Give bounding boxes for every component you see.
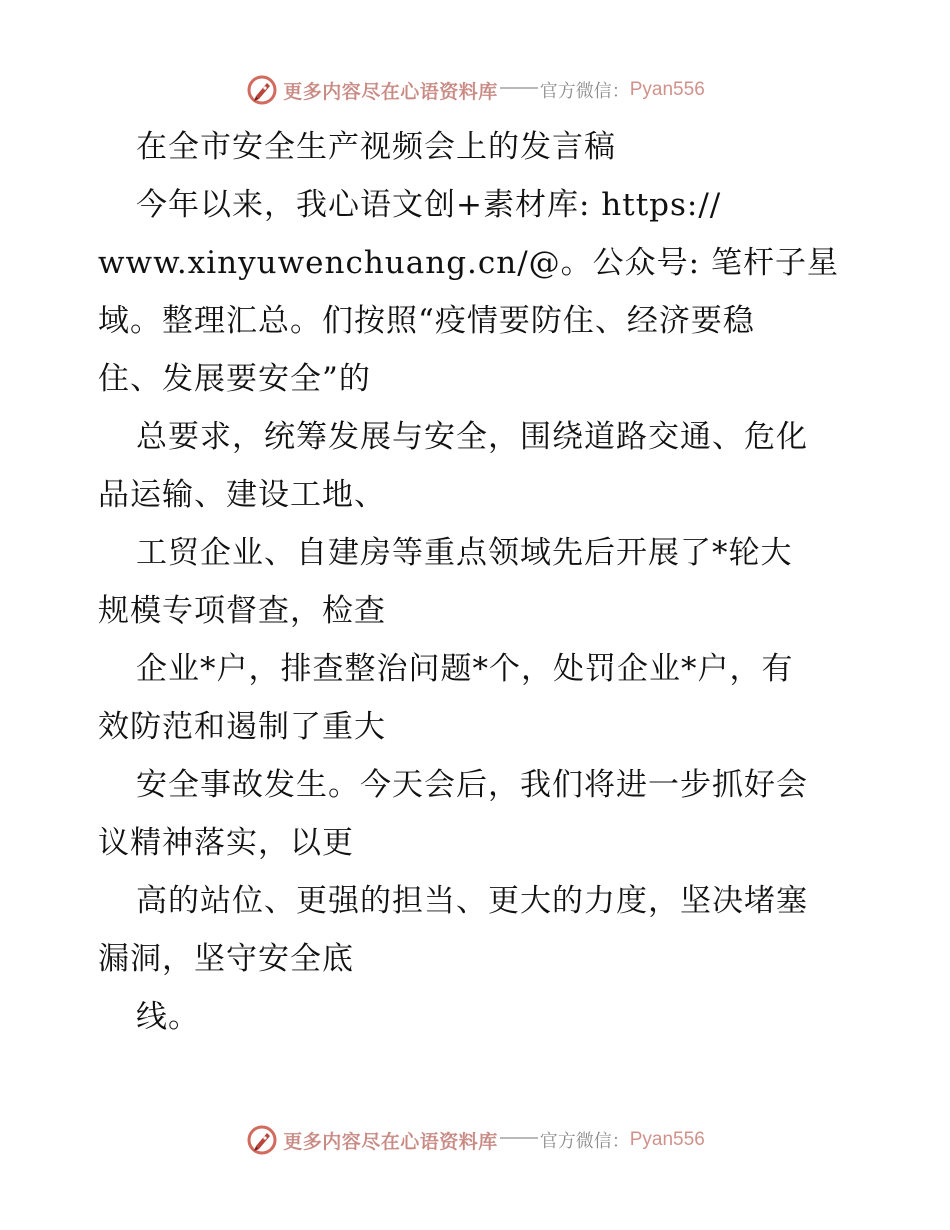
document-body xyxy=(98,118,858,1046)
watermark-official-label: 官方微信： xyxy=(539,81,630,102)
paragraph-line: 域。整理汇总。们按照“疫情要防住、经济要稳 xyxy=(98,303,755,339)
paragraph-line: 漏洞，坚守安全底 xyxy=(98,941,354,977)
watermark-slogan: 更多内容尽在心语资料库 xyxy=(283,1130,498,1153)
paragraph-line: 效防范和遏制了重大 xyxy=(98,709,386,745)
footer-watermark xyxy=(0,1122,950,1158)
document-title: 在全市安全生产视频会上的发言稿 xyxy=(136,129,616,165)
pen-nib-logo-icon xyxy=(245,73,279,107)
paragraph-line: 议精神落实，以更 xyxy=(98,825,354,861)
paragraph-line: 线。 xyxy=(136,999,200,1035)
header-watermark xyxy=(0,72,950,108)
watermark-separator xyxy=(500,87,538,89)
watermark-wechat-id: Pyan556 xyxy=(629,1129,705,1150)
watermark-separator xyxy=(500,1137,538,1139)
paragraph-line: 企业*户，排查整治问题*个，处罚企业*户，有 xyxy=(136,651,794,687)
paragraph-line: 住、发展要安全”的 xyxy=(98,361,371,397)
paragraph-line: 品运输、建设工地、 xyxy=(98,477,386,513)
watermark-official-label: 官方微信： xyxy=(539,1131,630,1152)
paragraph-line: 总要求，统筹发展与安全，围绕道路交通、危化 xyxy=(136,419,808,455)
watermark-wechat-id: Pyan556 xyxy=(629,79,705,100)
pen-nib-logo-icon xyxy=(245,1123,279,1157)
paragraph-line: 工贸企业、自建房等重点领域先后开展了*轮大 xyxy=(136,535,793,571)
paragraph-line: www.xinyuwenchuang.cn/@。公众号: 笔杆子星 xyxy=(98,245,839,281)
paragraph-line: 规模专项督查，检查 xyxy=(98,593,386,629)
paragraph-line: 高的站位、更强的担当、更大的力度，坚决堵塞 xyxy=(136,883,808,919)
paragraph-line: 安全事故发生。今天会后，我们将进一步抓好会 xyxy=(136,767,808,803)
paragraph-line: 今年以来，我心语文创+素材库: https:// xyxy=(136,187,722,223)
watermark-slogan: 更多内容尽在心语资料库 xyxy=(283,80,498,103)
